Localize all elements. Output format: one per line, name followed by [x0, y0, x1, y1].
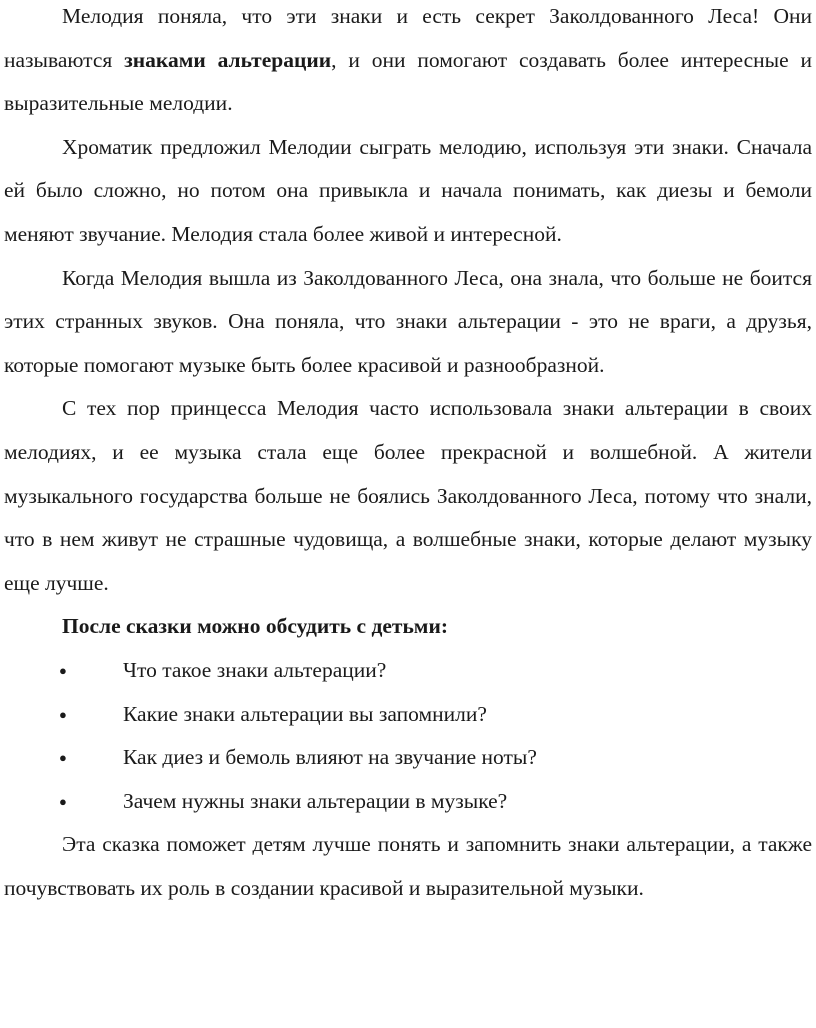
- question-text: Как диез и бемоль влияют на звучание ноты?: [123, 745, 537, 770]
- paragraph-1-end: , и они помогают создавать более интересные и выразительные мелодии.: [4, 47, 812, 116]
- discussion-heading: После сказки можно обсудить с детьми:: [62, 614, 449, 639]
- discussion-questions-list: [4, 649, 812, 823]
- bullet-icon: ●: [59, 662, 67, 678]
- question-item: [4, 649, 812, 693]
- question-item: [4, 780, 812, 824]
- paragraph-3: Когда Мелодия вышла из Заколдованного Леса, она знала, что больше не боится этих странных звуков. Она поняла, что знаки альтерации - это не враги, а друзья, которые помогают музыке быть более красивой и разнообразной.: [4, 265, 812, 377]
- conclusion-paragraph: Эта сказка поможет детям лучше понять и запомнить знаки альтерации, а также почувствовать их роль в создании красивой и выразительной музыки.: [4, 832, 812, 900]
- paragraph-4: С тех пор принцесса Мелодия часто использовала знаки альтерации в своих мелодиях, и ее музыка стала еще более прекрасной и волшебной. А жители музыкального государства больше не боялись Заколдованного Леса, потому что знали, что в нем живут не страшные чудовища, а волшебные знаки, которые делают музыку еще лучше.: [4, 396, 812, 595]
- question-text: Что такое знаки альтерации?: [123, 657, 387, 682]
- bullet-icon: ●: [59, 706, 67, 722]
- question-text: Какие знаки альтерации вы запомнили?: [123, 701, 487, 726]
- question-text: Зачем нужны знаки альтерации в музыке?: [123, 788, 508, 813]
- paragraph-2: Хроматик предложил Мелодии сыграть мелодию, используя эти знаки. Сначала ей было сложно, но потом она привыкла и начала понимать, как диезы и бемоли меняют звучание. Мелодия стала более живой и интересной.: [4, 134, 812, 246]
- bullet-icon: ●: [59, 793, 67, 809]
- alteration-signs-term: знаками альтерации: [124, 47, 332, 72]
- question-item: [4, 693, 812, 737]
- question-item: [4, 736, 812, 780]
- bullet-icon: ●: [59, 750, 67, 766]
- paragraph-1: [4, 0, 812, 126]
- document-body: [4, 0, 812, 910]
- paragraph-1-start: Мелодия поняла, что эти знаки и есть секрет Заколдованного Леса! Они называются: [4, 4, 812, 72]
